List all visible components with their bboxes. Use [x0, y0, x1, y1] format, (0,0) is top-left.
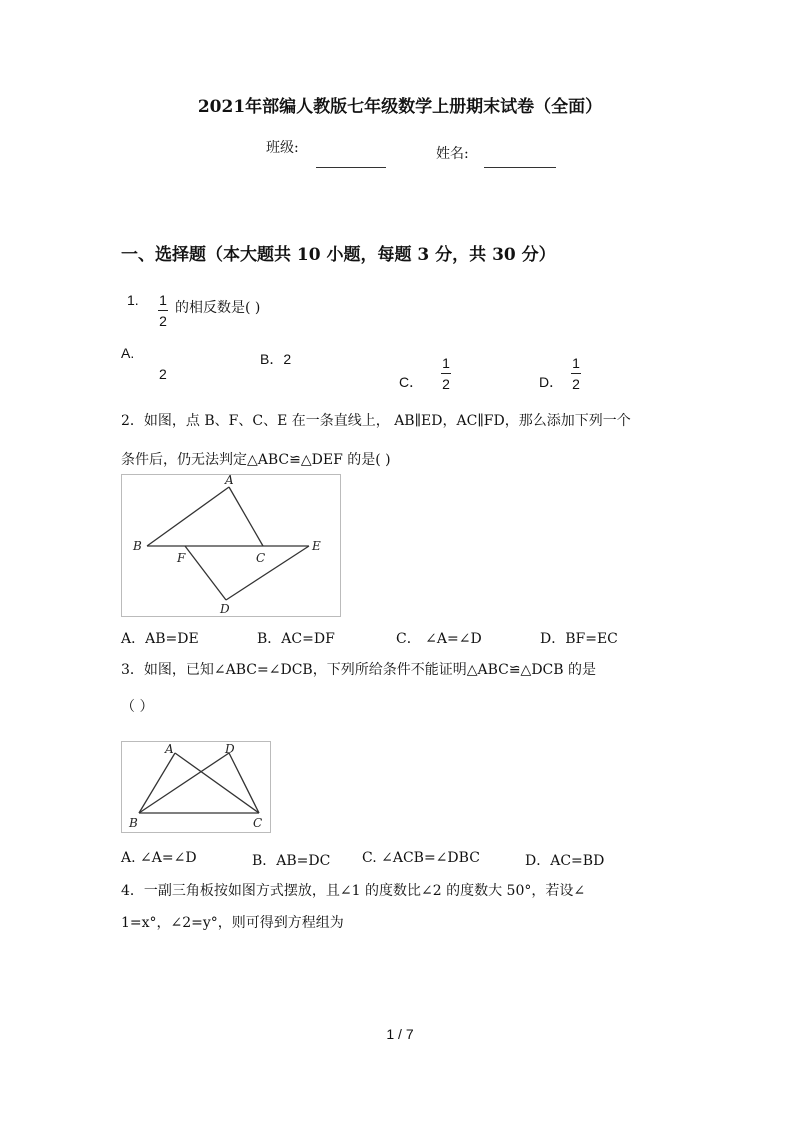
page-title: 2021年部编人教版七年级数学上册期末试卷（全面） [197, 97, 603, 117]
q3-option-c: C. ∠ACB=∠DBC [362, 850, 480, 866]
q3-option-a: A. ∠A=∠D [121, 850, 197, 866]
q2-option-d: D．BF=EC [540, 631, 618, 647]
segment-ab [147, 487, 229, 546]
q3-line1: 3．如图，已知∠ABC=∠DCB，下列所给条件不能证明△ABC≌△DCB 的是 [121, 662, 597, 678]
segment-ac [229, 487, 263, 546]
q1-option-d-fraction [571, 355, 581, 392]
label-f: F [177, 551, 186, 565]
segment-fd [185, 546, 226, 600]
q3-figure [121, 741, 271, 833]
label-d: D [225, 742, 235, 756]
fraction-numerator: 1 [159, 292, 167, 308]
q2-line2: 条件后，仍无法判定△ABC≌△DEF 的是( ) [121, 452, 391, 468]
q1-option-c-label: C． [399, 374, 424, 390]
name-label: 姓名: [436, 146, 469, 162]
fraction-bar [441, 373, 451, 374]
section-heading: 一、选择题（本大题共 10 小题，每题 3 分，共 30 分） [121, 245, 556, 265]
segment-de [226, 546, 309, 600]
label-a: A [165, 742, 174, 756]
label-d: D [220, 602, 230, 616]
label-e: E [312, 539, 321, 553]
fraction-denominator: 2 [159, 313, 167, 329]
fraction-denominator: 2 [572, 376, 580, 392]
fraction-bar [158, 310, 168, 311]
q1-option-b: B．2 [260, 351, 292, 367]
fraction-numerator: 1 [442, 355, 450, 371]
q1-option-d-label: D． [539, 374, 564, 390]
segment-ba [139, 753, 175, 813]
q1-number: 1. [127, 292, 139, 308]
q3-option-b: B．AB=DC [252, 853, 331, 869]
page-number: 1 / 7 [386, 1026, 414, 1042]
label-a: A [225, 474, 234, 487]
q2-option-a: A．AB=DE [121, 631, 199, 647]
class-blank [316, 167, 386, 168]
q2-option-b: B．AC=DF [257, 631, 335, 647]
q3-line2: （ ） [121, 699, 154, 715]
fraction-numerator: 1 [572, 355, 580, 371]
class-label: 班级: [266, 140, 299, 156]
q1-option-a-value: 2 [159, 366, 167, 382]
name-blank [484, 167, 556, 168]
label-b: B [129, 816, 138, 830]
q4-line2: 1=x°，∠2=y°，则可得到方程组为 [121, 915, 344, 931]
q2-option-c: C． ∠A=∠D [396, 631, 482, 647]
q2-line1: 2．如图，点 B、F、C、E 在一条直线上， AB∥ED，AC∥FD，那么添加下列一个 [121, 413, 631, 429]
q2-figure [121, 474, 341, 617]
segment-ac [175, 753, 259, 813]
label-c: C [256, 551, 266, 565]
q1-option-c-fraction [441, 355, 451, 392]
q4-line1: 4．一副三角板按如图方式摆放，且∠1 的度数比∠2 的度数大 50°，若设∠ [121, 883, 586, 899]
segment-bd [139, 753, 229, 813]
figure-border [122, 742, 271, 833]
label-b: B [133, 539, 142, 553]
fraction-bar [571, 373, 581, 374]
q3-option-d: D．AC=BD [525, 853, 605, 869]
q1-option-a-label: A. [121, 345, 135, 361]
fraction-denominator: 2 [442, 376, 450, 392]
q1-stem-fraction [158, 292, 168, 329]
segment-dc [229, 753, 259, 813]
label-c: C [253, 816, 263, 830]
q1-stem-text: 的相反数是( ) [175, 300, 261, 316]
